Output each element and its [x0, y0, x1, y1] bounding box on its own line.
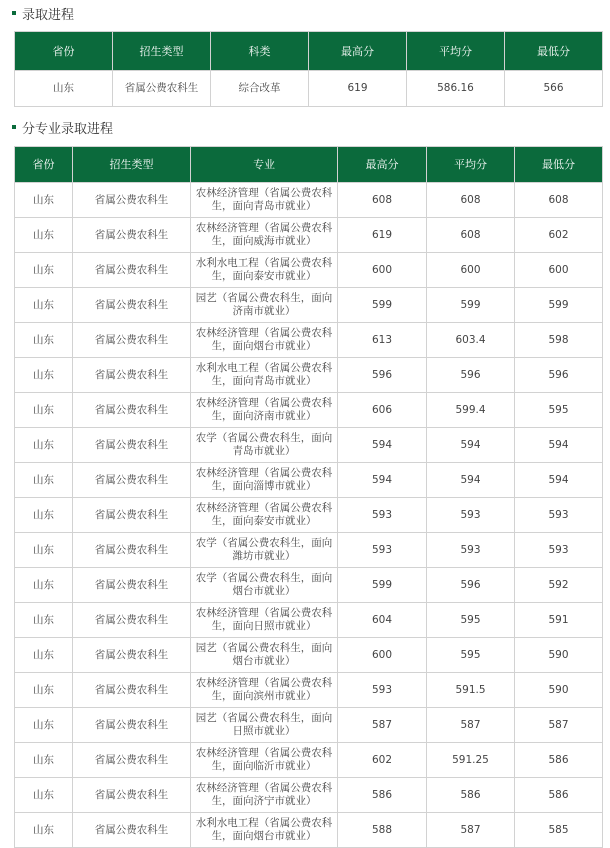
col-header-major: 专业 [191, 147, 338, 183]
cell-major: 农林经济管理（省属公费农科生，面向淄博市就业） [191, 463, 338, 498]
table-row [15, 71, 603, 107]
cell-major: 农林经济管理（省属公费农科生，面向威海市就业） [191, 218, 338, 253]
cell-max-score: 594 [338, 428, 427, 463]
cell-min-score: 595 [515, 393, 603, 428]
cell-min-score: 602 [515, 218, 603, 253]
cell-province: 山东 [15, 673, 73, 708]
cell-max-score: 596 [338, 358, 427, 393]
cell-avg-score: 608 [427, 218, 515, 253]
cell-major: 农林经济管理（省属公费农科生，面向济南市就业） [191, 393, 338, 428]
cell-province: 山东 [15, 638, 73, 673]
cell-major: 园艺（省属公费农科生，面向烟台市就业） [191, 638, 338, 673]
cell-avg-score: 596 [427, 568, 515, 603]
table-row [15, 638, 603, 673]
cell-min-score: 590 [515, 638, 603, 673]
cell-enroll-type: 省属公费农科生 [73, 358, 191, 393]
cell-major: 园艺（省属公费农科生，面向日照市就业） [191, 708, 338, 743]
cell-avg-score: 608 [427, 183, 515, 218]
cell-avg-score: 599 [427, 288, 515, 323]
table-row [15, 498, 603, 533]
cell-province: 山东 [15, 183, 73, 218]
table-row [15, 253, 603, 288]
col-header-min-score: 最低分 [505, 32, 603, 71]
cell-max-score: 604 [338, 603, 427, 638]
col-header-max-score: 最高分 [338, 147, 427, 183]
cell-max-score: 606 [338, 393, 427, 428]
cell-province: 山东 [15, 288, 73, 323]
section-title-text: 分专业录取进程 [22, 121, 114, 137]
cell-major: 农林经济管理（省属公费农科生，面向日照市就业） [191, 603, 338, 638]
cell-major: 水利水电工程（省属公费农科生，面向泰安市就业） [191, 253, 338, 288]
cell-avg-score: 603.4 [427, 323, 515, 358]
table-row [15, 533, 603, 568]
cell-province: 山东 [15, 218, 73, 253]
cell-min-score: 593 [515, 533, 603, 568]
cell-province: 山东 [15, 778, 73, 813]
table-row [15, 288, 603, 323]
table-row [15, 428, 603, 463]
cell-subject: 综合改革 [211, 71, 309, 107]
cell-max-score: 587 [338, 708, 427, 743]
cell-enroll-type: 省属公费农科生 [73, 288, 191, 323]
table-header-row [15, 147, 603, 183]
cell-max-score: 593 [338, 533, 427, 568]
table-row [15, 393, 603, 428]
cell-enroll-type: 省属公费农科生 [73, 638, 191, 673]
cell-avg-score: 595 [427, 638, 515, 673]
table-header-row [15, 32, 603, 71]
cell-enroll-type: 省属公费农科生 [73, 778, 191, 813]
cell-max-score: 594 [338, 463, 427, 498]
col-header-province: 省份 [15, 32, 113, 71]
cell-avg-score: 591.25 [427, 743, 515, 778]
cell-province: 山东 [15, 393, 73, 428]
cell-major: 农林经济管理（省属公费农科生，面向济宁市就业） [191, 778, 338, 813]
cell-province: 山东 [15, 498, 73, 533]
table-row [15, 743, 603, 778]
cell-province: 山东 [15, 253, 73, 288]
cell-min-score: 598 [515, 323, 603, 358]
cell-min-score: 593 [515, 498, 603, 533]
cell-max-score: 599 [338, 568, 427, 603]
col-header-subject: 科类 [211, 32, 309, 71]
cell-enroll-type: 省属公费农科生 [73, 708, 191, 743]
cell-min-score: 596 [515, 358, 603, 393]
cell-enroll-type: 省属公费农科生 [73, 498, 191, 533]
cell-major: 农林经济管理（省属公费农科生，面向泰安市就业） [191, 498, 338, 533]
major-admission-table [14, 146, 603, 848]
table-row [15, 778, 603, 813]
col-header-max-score: 最高分 [309, 32, 407, 71]
cell-avg-score: 591.5 [427, 673, 515, 708]
table-row [15, 568, 603, 603]
cell-max-score: 602 [338, 743, 427, 778]
admission-progress-title [12, 4, 74, 22]
cell-avg-score: 596 [427, 358, 515, 393]
cell-province: 山东 [15, 358, 73, 393]
cell-avg-score: 599.4 [427, 393, 515, 428]
bullet-icon [12, 11, 16, 15]
cell-enroll-type: 省属公费农科生 [73, 568, 191, 603]
cell-major: 农学（省属公费农科生，面向青岛市就业） [191, 428, 338, 463]
col-header-min-score: 最低分 [515, 147, 603, 183]
cell-enroll-type: 省属公费农科生 [73, 323, 191, 358]
cell-province: 山东 [15, 743, 73, 778]
section-title-text: 录取进程 [22, 7, 75, 23]
col-header-province: 省份 [15, 147, 73, 183]
cell-min-score: 591 [515, 603, 603, 638]
table-row [15, 323, 603, 358]
cell-major: 农学（省属公费农科生，面向烟台市就业） [191, 568, 338, 603]
cell-province: 山东 [15, 568, 73, 603]
cell-avg-score: 594 [427, 428, 515, 463]
cell-avg-score: 600 [427, 253, 515, 288]
cell-enroll-type: 省属公费农科生 [113, 71, 211, 107]
cell-avg-score: 595 [427, 603, 515, 638]
cell-max-score: 619 [338, 218, 427, 253]
cell-enroll-type: 省属公费农科生 [73, 743, 191, 778]
cell-min-score: 566 [505, 71, 603, 107]
cell-max-score: 619 [309, 71, 407, 107]
col-header-enroll-type: 招生类型 [113, 32, 211, 71]
cell-province: 山东 [15, 428, 73, 463]
cell-min-score: 586 [515, 743, 603, 778]
cell-avg-score: 593 [427, 533, 515, 568]
cell-min-score: 587 [515, 708, 603, 743]
cell-province: 山东 [15, 813, 73, 848]
cell-avg-score: 586.16 [407, 71, 505, 107]
cell-min-score: 608 [515, 183, 603, 218]
cell-max-score: 600 [338, 253, 427, 288]
cell-enroll-type: 省属公费农科生 [73, 253, 191, 288]
cell-major: 农学（省属公费农科生，面向潍坊市就业） [191, 533, 338, 568]
cell-major: 农林经济管理（省属公费农科生，面向滨州市就业） [191, 673, 338, 708]
table-row [15, 218, 603, 253]
table-row [15, 603, 603, 638]
col-header-enroll-type: 招生类型 [73, 147, 191, 183]
cell-max-score: 600 [338, 638, 427, 673]
cell-min-score: 599 [515, 288, 603, 323]
cell-avg-score: 586 [427, 778, 515, 813]
cell-province: 山东 [15, 708, 73, 743]
col-header-avg-score: 平均分 [427, 147, 515, 183]
table-row [15, 183, 603, 218]
cell-max-score: 593 [338, 673, 427, 708]
cell-major: 农林经济管理（省属公费农科生，面向烟台市就业） [191, 323, 338, 358]
table-row [15, 673, 603, 708]
cell-max-score: 608 [338, 183, 427, 218]
cell-enroll-type: 省属公费农科生 [73, 183, 191, 218]
major-admission-progress-title [12, 118, 113, 136]
cell-min-score: 586 [515, 778, 603, 813]
cell-max-score: 599 [338, 288, 427, 323]
table-row [15, 358, 603, 393]
cell-max-score: 586 [338, 778, 427, 813]
cell-max-score: 593 [338, 498, 427, 533]
cell-min-score: 592 [515, 568, 603, 603]
cell-avg-score: 594 [427, 463, 515, 498]
cell-avg-score: 587 [427, 813, 515, 848]
cell-enroll-type: 省属公费农科生 [73, 603, 191, 638]
cell-province: 山东 [15, 463, 73, 498]
cell-province: 山东 [15, 71, 113, 107]
cell-min-score: 594 [515, 463, 603, 498]
cell-min-score: 585 [515, 813, 603, 848]
cell-major: 水利水电工程（省属公费农科生，面向青岛市就业） [191, 358, 338, 393]
cell-enroll-type: 省属公费农科生 [73, 533, 191, 568]
cell-province: 山东 [15, 533, 73, 568]
bullet-icon [12, 125, 16, 129]
cell-enroll-type: 省属公费农科生 [73, 673, 191, 708]
major-table-body [15, 183, 603, 848]
cell-province: 山东 [15, 603, 73, 638]
cell-enroll-type: 省属公费农科生 [73, 393, 191, 428]
cell-avg-score: 593 [427, 498, 515, 533]
cell-max-score: 613 [338, 323, 427, 358]
cell-enroll-type: 省属公费农科生 [73, 218, 191, 253]
table-row [15, 463, 603, 498]
cell-avg-score: 587 [427, 708, 515, 743]
cell-major: 农林经济管理（省属公费农科生，面向临沂市就业） [191, 743, 338, 778]
table-row [15, 813, 603, 848]
cell-min-score: 594 [515, 428, 603, 463]
cell-major: 农林经济管理（省属公费农科生，面向青岛市就业） [191, 183, 338, 218]
col-header-avg-score: 平均分 [407, 32, 505, 71]
cell-max-score: 588 [338, 813, 427, 848]
cell-province: 山东 [15, 323, 73, 358]
cell-enroll-type: 省属公费农科生 [73, 428, 191, 463]
cell-enroll-type: 省属公费农科生 [73, 463, 191, 498]
cell-major: 园艺（省属公费农科生，面向济南市就业） [191, 288, 338, 323]
cell-min-score: 600 [515, 253, 603, 288]
cell-major: 水利水电工程（省属公费农科生，面向烟台市就业） [191, 813, 338, 848]
cell-enroll-type: 省属公费农科生 [73, 813, 191, 848]
admission-summary-table [14, 31, 603, 107]
table-row [15, 708, 603, 743]
cell-min-score: 590 [515, 673, 603, 708]
